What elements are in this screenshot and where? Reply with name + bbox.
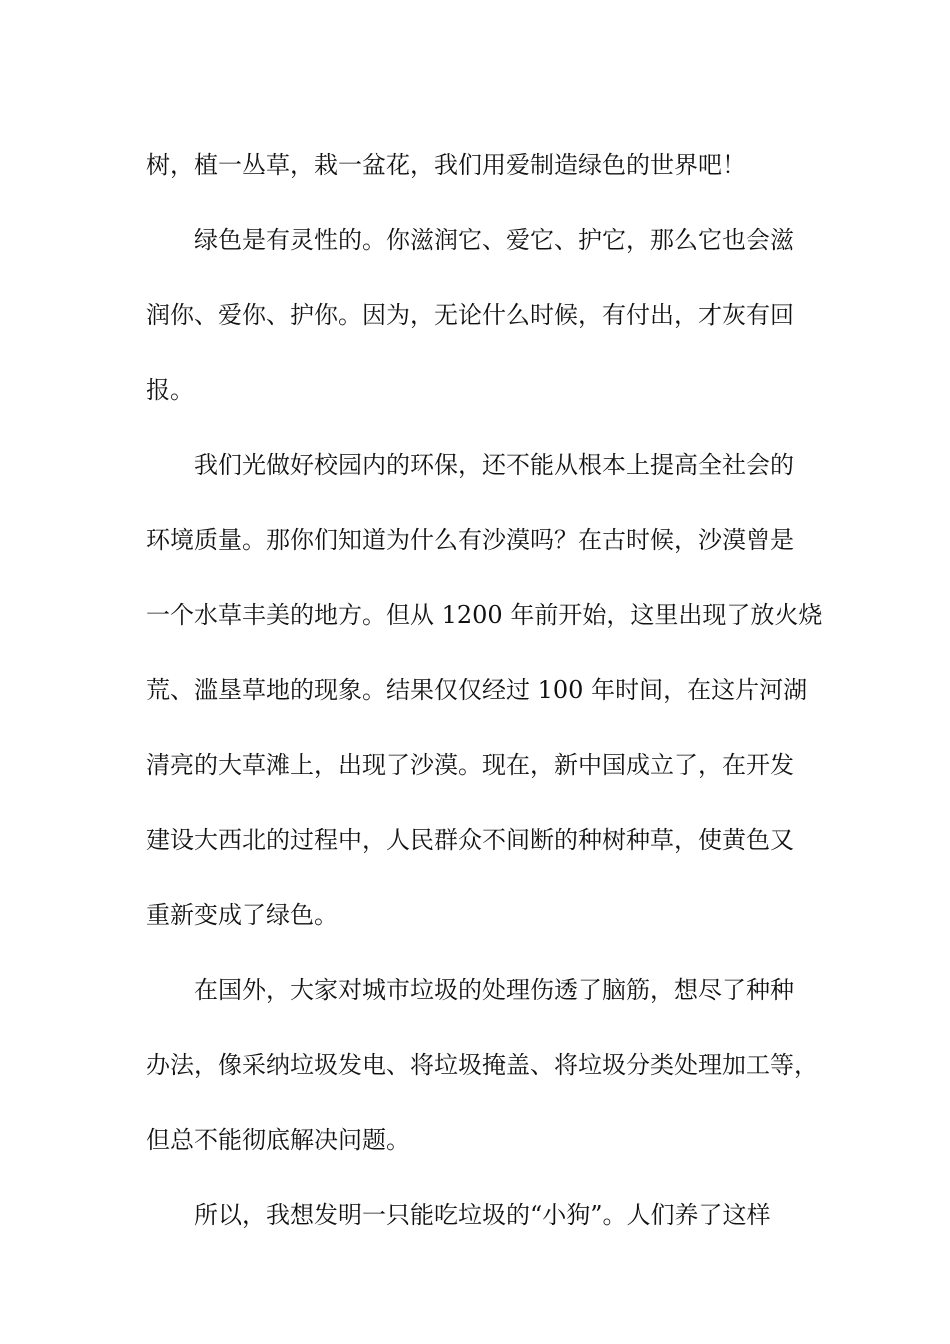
text-line-1: 树，植一丛草，栽一盆花，我们用爱制造绿色的世界吧！	[146, 151, 746, 179]
text-line-4: 报。	[146, 376, 194, 404]
text-line-2: 绿色是有灵性的。你滋润它、爱它、护它，那么它也会滋	[194, 226, 794, 254]
text-line-9: 清亮的大草滩上，出现了沙漠。现在，新中国成立了，在开发	[146, 751, 794, 779]
text-line-5: 我们光做好校园内的环保，还不能从根本上提高全社会的	[194, 451, 794, 479]
text-line-7: 一个水草丰美的地方。但从 1200 年前开始，这里出现了放火烧	[146, 601, 823, 629]
text-line-11: 重新变成了绿色。	[146, 901, 338, 929]
text-line-10: 建设大西北的过程中，人民群众不间断的种树种草，使黄色又	[146, 826, 794, 854]
text-line-14: 但总不能彻底解决问题。	[146, 1126, 410, 1154]
document-body	[146, 128, 823, 1253]
text-line-13: 办法，像采纳垃圾发电、将垃圾掩盖、将垃圾分类处理加工等，	[146, 1051, 818, 1079]
text-line-15: 所以，我想发明一只能吃垃圾的“小狗”。人们养了这样	[194, 1201, 771, 1229]
text-line-12: 在国外，大家对城市垃圾的处理伤透了脑筋，想尽了种种	[194, 976, 794, 1004]
text-line-3: 润你、爱你、护你。因为，无论什么时候，有付出，才灰有回	[146, 301, 794, 329]
text-line-6: 环境质量。那你们知道为什么有沙漠吗？在古时候，沙漠曾是	[146, 526, 794, 554]
text-line-8: 荒、滥垦草地的现象。结果仅仅经过 100 年时间，在这片河湖	[146, 676, 808, 704]
